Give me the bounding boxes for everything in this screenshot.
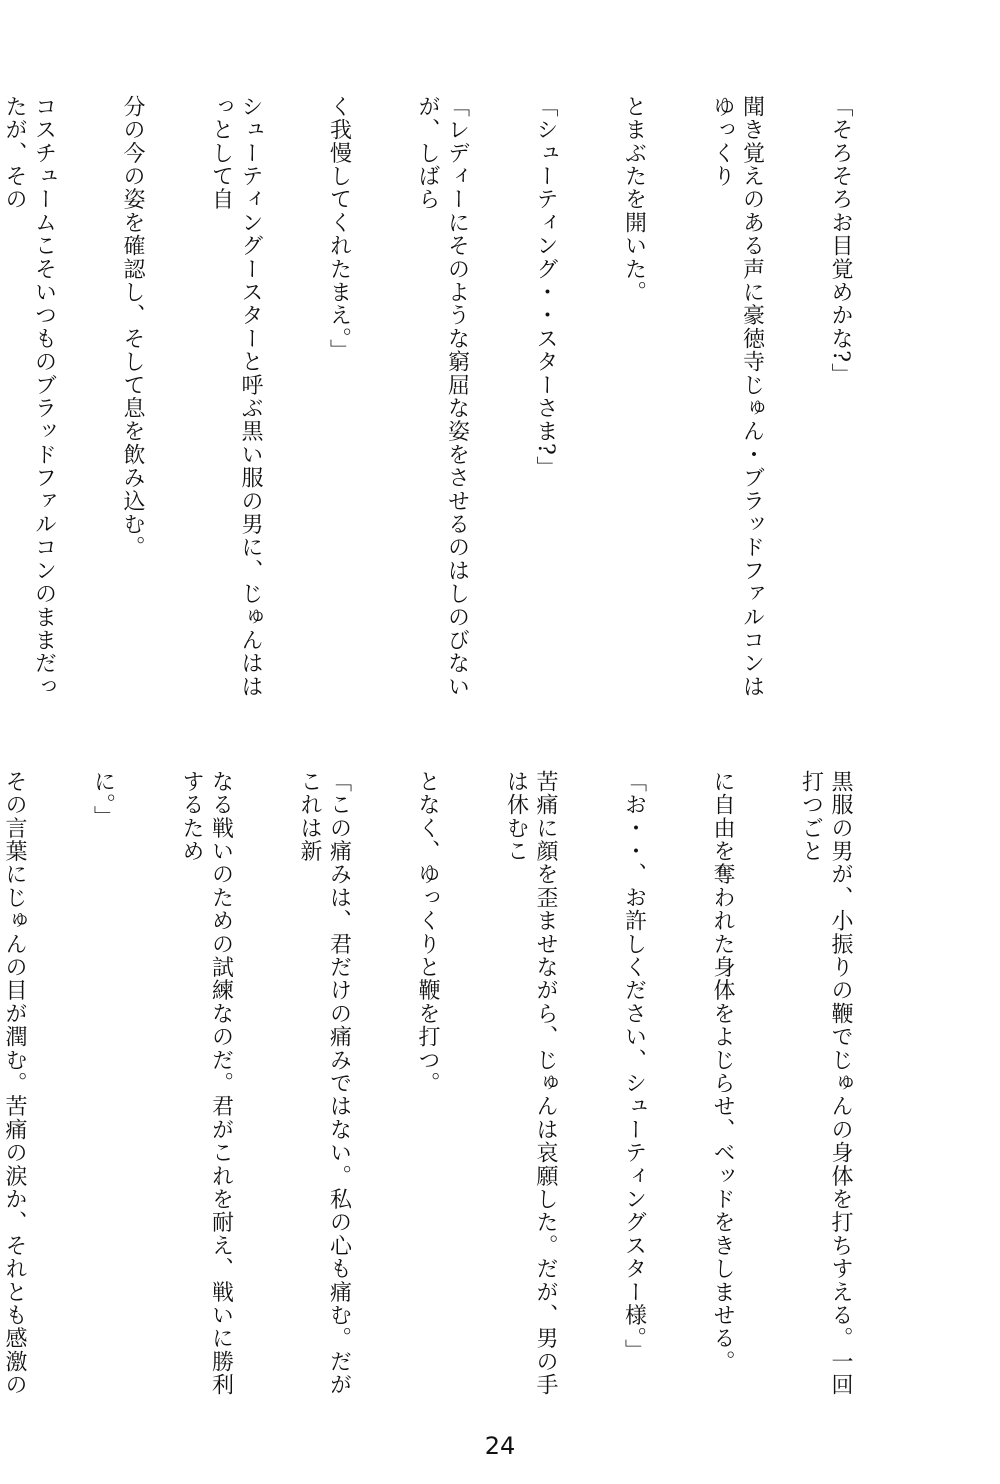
text-line: 黒服の男が、小振りの鞭でじゅんの身体を打ちすえる。一回打つごと <box>798 770 853 1397</box>
text-line: 「この痛みは、君だけの痛みではない。私の心も痛む。だがこれは新 <box>297 770 352 1397</box>
text-line: シューティングースターと呼ぶ黒い服の男に、じゅんははっとして自 <box>208 95 263 699</box>
text-line: に自由を奪われた身体をよじらせ、ベッドをきしませる。 <box>710 770 735 1374</box>
text-line: となく、ゆっくりと鞭を打つ。 <box>415 770 440 1095</box>
text-line: なる戦いのための試練なのだ。君がこれを耐え、戦いに勝利するため <box>179 770 234 1397</box>
text-line: 苦痛に顔を歪ませながら、じゅんは哀願した。だが、男の手は休むこ <box>503 770 558 1397</box>
text-line: コスチュームこそいつものブラッドファルコンのままだったが、その <box>2 95 57 699</box>
text-line: に。」 <box>90 770 116 829</box>
text-line: 聞き覚えのある声に豪徳寺じゅん・ブラッドファルコンはゆっくり <box>710 95 765 699</box>
text-line: 分の今の姿を確認し、そして息を飲み込む。 <box>120 95 145 560</box>
text-line: とまぶたを開いた。 <box>621 95 647 304</box>
text-line: 「そろそろお目覚めかな?」 <box>828 95 853 387</box>
text-block-lower <box>2 770 914 1410</box>
text-line: 「お・・、お許しください、シューティングスター様。」 <box>621 770 647 1363</box>
page-number: 24 <box>484 1432 516 1460</box>
text-line: 「シューティング・・スターさま?」 <box>533 95 558 480</box>
text-block-upper <box>2 95 914 707</box>
text-line: その言葉にじゅんの目が潤む。苦痛の涙か、それとも感激の <box>2 770 27 1397</box>
text-line: 「レディーにそのような窮屈な姿をさせるのはしのびないが、しばら <box>415 95 470 699</box>
text-line: く我慢してくれたまえ。」 <box>326 95 352 363</box>
